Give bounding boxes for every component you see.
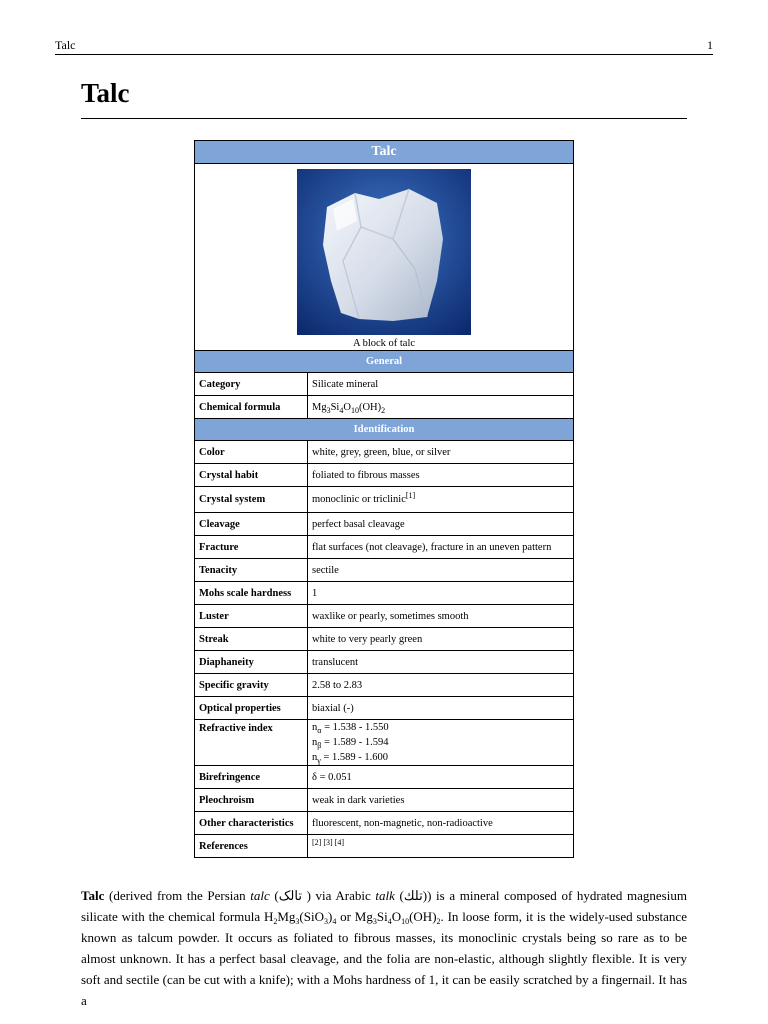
row-label: Birefringence bbox=[195, 766, 308, 789]
row-label: Optical properties bbox=[195, 697, 308, 720]
row-value: perfect basal cleavage bbox=[308, 513, 574, 536]
row-value: biaxial (-) bbox=[308, 697, 574, 720]
running-header bbox=[55, 38, 713, 55]
refractive-index-values bbox=[308, 720, 574, 766]
formula-hydrated: $H_2Mg_3(SiO_3)_4$ bbox=[263, 909, 337, 926]
row-label: Pleochroism bbox=[195, 789, 308, 812]
persian-word: talc bbox=[250, 888, 270, 903]
row-value: 1 bbox=[308, 582, 574, 605]
title-divider bbox=[81, 118, 687, 119]
row-value: sectile bbox=[308, 559, 574, 582]
running-head-title: Talc bbox=[55, 38, 76, 52]
row-label: Tenacity bbox=[195, 559, 308, 582]
image-caption: A block of talc bbox=[352, 337, 416, 349]
talc-block-image bbox=[297, 169, 471, 335]
body-paragraph: Talc (derived from the Persian talc (تالک ) via Arabic talk (تلك)) is a mineral composed of hydrated magnesium silicate with the chemical formula $H_2Mg_3(SiO_3)_4$ or $Mg_3Si_4O_{10}(OH)_2$. In loose form, it is the widely-used substance known as talcum powder. It occurs as foliated to fibrous masses, its monoclinic crystals being so rare as to be almost unknown. It has a perfect basal cleavage, and the folia are non-elastic, although slightly flexible. It is very soft and sectile (can be cut with a knife); with a Mohs hardness of 1, it can be easily scratched by a fingernail. It has a bbox=[81, 888, 687, 1008]
row-value: flat surfaces (not cleavage), fracture in an uneven pattern bbox=[308, 536, 574, 559]
row-label: Crystal habit bbox=[195, 464, 308, 487]
row-value: 2.58 to 2.83 bbox=[308, 674, 574, 697]
arabic-word: talk bbox=[375, 888, 395, 903]
page-title: Talc bbox=[81, 78, 130, 108]
section-header-general: General bbox=[195, 351, 574, 373]
row-label: Cleavage bbox=[195, 513, 308, 536]
references-links[interactable]: [2] [3] [4] bbox=[308, 835, 574, 858]
refractive-index-beta: $n_\beta = 1.589 - 1.594$ bbox=[312, 737, 389, 750]
table-row bbox=[195, 373, 574, 396]
section-header-identification: Identification bbox=[195, 419, 574, 441]
row-label: Color bbox=[195, 441, 308, 464]
row-label: Mohs scale hardness bbox=[195, 582, 308, 605]
infobox-title: Talc bbox=[195, 141, 574, 164]
row-label: Category bbox=[195, 373, 308, 396]
row-label: Chemical formula bbox=[195, 396, 308, 419]
table-row bbox=[195, 396, 574, 419]
crystal-system-text: monoclinic or triclinic bbox=[312, 494, 406, 505]
refractive-index-gamma: $n_\gamma = 1.589 - 1.600$ bbox=[312, 752, 388, 765]
row-value: waxlike or pearly, sometimes smooth bbox=[308, 605, 574, 628]
chemical-formula-value: $Mg_3Si_4O_{10}(OH)_2$ bbox=[308, 396, 574, 419]
row-label: Crystal system bbox=[195, 487, 308, 513]
row-value: weak in dark varieties bbox=[308, 789, 574, 812]
row-label: Fracture bbox=[195, 536, 308, 559]
row-value: δ = 0.051 bbox=[308, 766, 574, 789]
reference-link[interactable]: [1] bbox=[405, 491, 416, 500]
page-number: 1 bbox=[707, 38, 713, 52]
row-value: white to very pearly green bbox=[308, 628, 574, 651]
row-label: References bbox=[195, 835, 308, 858]
row-label: Refractive index bbox=[195, 720, 308, 766]
row-value: translucent bbox=[308, 651, 574, 674]
infobox-image-cell bbox=[195, 164, 574, 351]
row-label: Specific gravity bbox=[195, 674, 308, 697]
refractive-index-alpha: $n_\alpha = 1.538 - 1.550$ bbox=[312, 722, 389, 735]
row-value: fluorescent, non-magnetic, non-radioactive bbox=[308, 812, 574, 835]
row-label: Streak bbox=[195, 628, 308, 651]
row-label: Diaphaneity bbox=[195, 651, 308, 674]
row-value: white, grey, green, blue, or silver bbox=[308, 441, 574, 464]
row-label: Luster bbox=[195, 605, 308, 628]
mineral-infobox bbox=[194, 140, 574, 858]
row-value bbox=[308, 487, 574, 513]
row-value: foliated to fibrous masses bbox=[308, 464, 574, 487]
lead-term: Talc bbox=[81, 888, 105, 903]
row-label: Other characteristics bbox=[195, 812, 308, 835]
row-value: Silicate mineral bbox=[308, 373, 574, 396]
formula-mg: $Mg_3Si_4O_{10}(OH)_2$ bbox=[354, 909, 441, 926]
